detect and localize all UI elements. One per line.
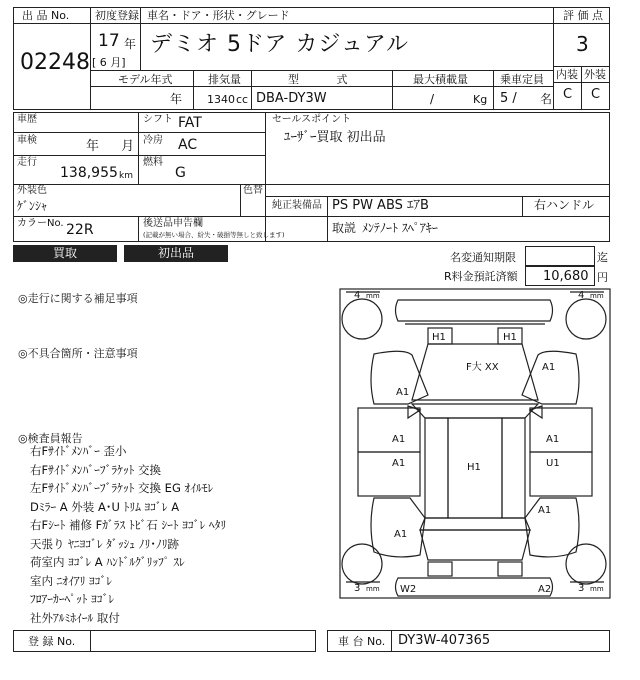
report-line: ﾌﾛｱｰｶｰﾍﾟｯﾄ ﾖｺﾞﾚ (30, 592, 115, 606)
color-label: 外装色 (17, 185, 47, 196)
fuel-label: 燃料 (143, 157, 163, 168)
mark-h1-left: H1 (432, 332, 446, 343)
ac-label: 冷房 (143, 135, 163, 146)
shift-label: シフト (143, 114, 173, 125)
wheel-rr (566, 544, 606, 584)
load-label: 最大積載量 (413, 73, 468, 86)
driving-notes-heading: ◎走行に関する補足事項 (18, 292, 138, 305)
color-value: ｹﾞﾝｼｬ (17, 199, 48, 213)
report-line: 室内 ﾆｵｲｱﾘ ﾖｺﾞﾚ (30, 573, 113, 588)
handle-value: 右ハンドル (534, 198, 595, 212)
inspection-value: 年 月 (86, 139, 135, 154)
mileage-value: 138,955 (60, 165, 118, 181)
mark-w2: W2 (400, 584, 417, 595)
exterior-label: 外装 (584, 68, 606, 81)
tire-fr-depth: 4 (578, 290, 585, 301)
inspection-label: 車検 (17, 135, 37, 146)
equipment-value: PS PW ABS ｴｱB (332, 198, 429, 213)
tire-fl-unit: mm (366, 292, 380, 300)
report-line: 荷室内 ﾖｺﾞﾚ A ﾊﾝﾄﾞﾙｸﾞﾘｯﾌﾟ ｽﾚ (30, 555, 185, 569)
load-unit: Kg (473, 93, 488, 106)
mark-a1-lf-door: A1 (392, 434, 406, 445)
model-year-unit: 年 (170, 92, 183, 106)
capacity-label: 乗車定員 (500, 73, 544, 86)
wheel-rl (342, 544, 382, 584)
car-name-label: 車名・ドア・形状・グレード (147, 9, 290, 22)
name-change-label: 名変通知期限 (450, 251, 516, 264)
mark-a2: A2 (538, 584, 552, 595)
report-line: 天張り ﾔﾆﾖｺﾞﾚ ﾀﾞｯｼｭ ﾉﾘ･ﾉﾘ跡 (30, 536, 179, 551)
mileage-unit: km (119, 171, 133, 181)
sales-point-label: セールスポイント (272, 114, 352, 125)
defects-heading: ◎不具合箇所・注意事項 (18, 347, 138, 360)
mark-h1-roof: H1 (467, 462, 481, 473)
sales-point-value: ﾕｰｻﾞｰ買取 初出品 (284, 130, 386, 145)
first-reg-label: 初度登録 (95, 9, 139, 22)
tire-rr-unit: mm (590, 585, 604, 593)
mark-a1-fr: A1 (542, 362, 556, 373)
mark-front: F大 XX (466, 362, 499, 373)
report-line: 右Fｻｲﾄﾞﾒﾝﾊﾞｰﾌﾞﾗｹｯﾄ 交換 (30, 462, 162, 477)
report-line: Dﾐﾗｰ A 外装 A･U ﾄﾘﾑ ﾖｺﾞﾚ A (30, 499, 180, 514)
recycle-unit: 円 (597, 271, 608, 284)
displacement: 1340 (207, 93, 235, 106)
model-year-label: モデル年式 (118, 73, 173, 86)
manual-value: ﾒﾝﾃﾉｰﾄ ｽﾍﾟｱｷｰ (362, 221, 438, 235)
inspector-heading: ◎検査員報告 (18, 432, 83, 445)
grade-value: 3 (576, 32, 589, 56)
ac-value: AC (178, 137, 198, 153)
mark-h1-right: H1 (503, 332, 517, 343)
mark-u1-rr-door: U1 (546, 458, 560, 469)
tag-first-listing: 初出品 (124, 245, 228, 262)
report-line: 左Fｻｲﾄﾞﾒﾝﾊﾞｰﾌﾞﾗｹｯﾄ 交換 EG ｵｲﾙﾓﾚ (30, 481, 214, 495)
name-change-unit: 迄 (597, 251, 608, 264)
first-reg-year-unit: 年 (124, 37, 137, 51)
mark-a1-rl: A1 (394, 529, 408, 540)
aftermarket-label: 後送品申告欄 (143, 218, 203, 229)
wheel-fr (566, 299, 606, 339)
report-line: 社外ｱﾙﾐﾎｲｰﾙ 取付 (30, 610, 120, 625)
reg-no-label: 登 録 No. (28, 635, 76, 648)
report-line: 右Fｻｲﾄﾞﾒﾝﾊﾞｰ 歪小 (30, 444, 127, 458)
exterior-grade: C (591, 87, 601, 102)
grade-label: 評 価 点 (563, 9, 603, 22)
manual-label: 取説 (332, 221, 357, 235)
diagram-frame (340, 289, 610, 598)
car-name: デミオ 5ドア カジュアル (150, 32, 410, 57)
tag-kaitori: 買取 (13, 245, 117, 262)
capacity-unit: 名 (540, 92, 553, 106)
displacement-label: 排気量 (208, 73, 241, 86)
recycle-label: R料金預託済額 (444, 270, 518, 283)
type-label: 型 式 (288, 73, 348, 86)
mileage-label: 走行 (17, 157, 37, 168)
tire-fr-unit: mm (590, 292, 604, 300)
history-label: 車歴 (17, 114, 37, 125)
chassis-label: 車 台 No. (338, 635, 386, 648)
lot-number: 02248 (20, 50, 90, 75)
report-line: 右Fｼｰﾄ 補修 Fｶﾞﾗｽ ﾄﾋﾞ石 ｼｰﾄ ﾖｺﾞﾚ ﾍﾀﾘ (30, 518, 227, 532)
displacement-unit: cc (236, 93, 249, 106)
first-reg-year: 17 (98, 31, 120, 51)
interior-label: 内装 (556, 68, 578, 81)
color-no-value: 22R (66, 222, 94, 238)
color-no-label: カラーNo. (17, 218, 64, 229)
wheel-fl (342, 299, 382, 339)
mark-a1-fl: A1 (396, 387, 410, 398)
load-slash: / (430, 92, 435, 106)
chassis-value: DY3W-407365 (398, 633, 491, 648)
capacity: 5 / (500, 91, 517, 106)
tire-rl-unit: mm (366, 585, 380, 593)
interior-grade: C (563, 87, 573, 102)
aftermarket-note: (記載が無い場合、紛失・破損等無しと致します) (143, 231, 285, 239)
fuel-value: G (175, 165, 186, 181)
first-reg-month: [ 6 月] (92, 56, 126, 69)
shift-value: FAT (178, 115, 202, 131)
name-change-box (525, 246, 595, 266)
mark-a1-rf-door: A1 (546, 434, 560, 445)
lot-label: 出 品 No. (22, 9, 70, 22)
recycle-value: 10,680 (543, 269, 589, 284)
type-value: DBA-DY3W (256, 91, 327, 106)
tire-fl-depth: 4 (354, 290, 361, 301)
tire-rl-depth: 3 (354, 583, 361, 594)
mark-a1-rr: A1 (538, 505, 552, 516)
tire-rr-depth: 3 (578, 583, 585, 594)
color-change-label: 色替 (243, 185, 263, 196)
equipment-label: 純正装備品 (272, 200, 322, 211)
mark-a1-lr-door: A1 (392, 458, 406, 469)
